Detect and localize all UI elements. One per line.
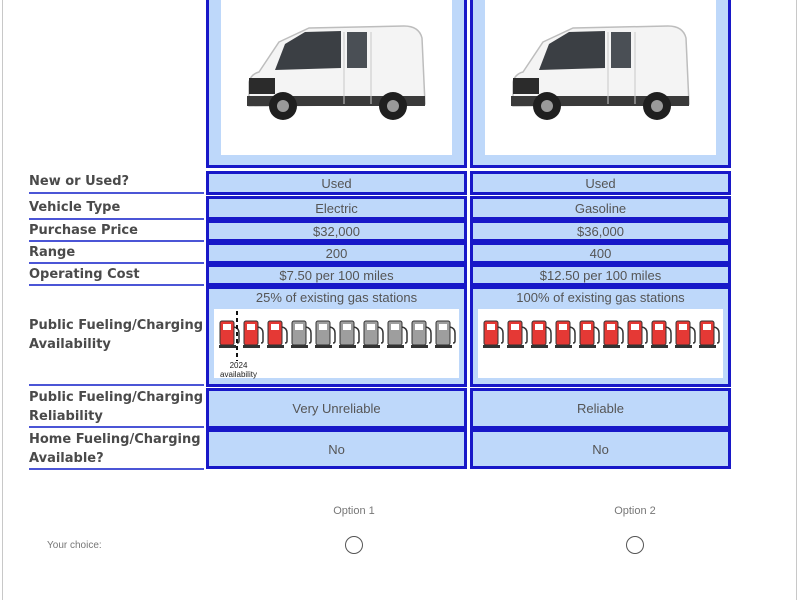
right-frame-border (796, 0, 797, 600)
option2-home-fueling: No (470, 429, 731, 469)
option1-vehicle-photo (221, 0, 452, 155)
red-fuel-pump-icon (243, 319, 265, 349)
option1-fueling-availability (206, 286, 467, 387)
row-label-operating-cost: Operating Cost (29, 264, 204, 286)
red-fuel-pump-icon (483, 319, 505, 349)
option2-vehicle-type: Gasoline (470, 196, 731, 220)
row-label-vehicle-type: Vehicle Type (29, 196, 204, 220)
left-frame-border (2, 0, 3, 600)
red-fuel-pump-icon (603, 319, 625, 349)
red-fuel-pump-icon (507, 319, 529, 349)
option2-new-or-used: Used (470, 171, 731, 195)
option1-home-fueling: No (206, 429, 467, 469)
gray-fuel-pump-icon (291, 319, 313, 349)
option2-purchase-price: $36,000 (470, 220, 731, 242)
row-label-home-fueling: Home Fueling/Charging Available? (29, 429, 204, 470)
option1-vehicle-photo-cell (206, 0, 467, 168)
option2-range: 400 (470, 242, 731, 264)
red-fuel-pump-icon (555, 319, 577, 349)
gray-fuel-pump-icon (435, 319, 457, 349)
row-label-new-or-used: New or Used? (29, 170, 204, 194)
option1-range: 200 (206, 242, 467, 264)
availability-marker-label: 2024 availability (220, 361, 257, 379)
option1-label: Option 1 (333, 505, 375, 517)
option1-purchase-price: $32,000 (206, 220, 467, 242)
option2-vehicle-photo (485, 0, 716, 155)
option1-operating-cost: $7.50 per 100 miles (206, 264, 467, 286)
option2-operating-cost: $12.50 per 100 miles (470, 264, 731, 286)
option1-pump-strip (214, 309, 459, 378)
van-icon (221, 0, 458, 158)
gray-fuel-pump-icon (339, 319, 361, 349)
van-icon (485, 0, 722, 158)
option2-fueling-availability (470, 286, 731, 387)
option1-vehicle-type: Electric (206, 196, 467, 220)
gray-fuel-pump-icon (387, 319, 409, 349)
option2-label: Option 2 (614, 505, 656, 517)
option1-reliability: Very Unreliable (206, 388, 467, 429)
red-fuel-pump-icon (651, 319, 673, 349)
option2-pump-strip (478, 309, 723, 378)
red-fuel-pump-icon (267, 319, 289, 349)
row-label-range: Range (29, 242, 204, 264)
option2-reliability: Reliable (470, 388, 731, 429)
availability-marker-icon (234, 311, 240, 361)
option2-availability-text: 100% of existing gas stations (516, 290, 685, 305)
red-fuel-pump-icon (675, 319, 697, 349)
gray-fuel-pump-icon (315, 319, 337, 349)
red-fuel-pump-icon (699, 319, 721, 349)
option1-new-or-used: Used (206, 171, 467, 195)
row-label-fueling-reliability: Public Fueling/Charging Reliability (29, 388, 204, 428)
gray-fuel-pump-icon (363, 319, 385, 349)
option1-radio[interactable] (345, 536, 363, 554)
option2-radio[interactable] (626, 536, 644, 554)
your-choice-label: Your choice: (47, 540, 102, 551)
option2-vehicle-photo-cell (470, 0, 731, 168)
red-fuel-pump-icon (627, 319, 649, 349)
row-label-purchase-price: Purchase Price (29, 220, 204, 242)
row-label-fueling-availability: Public Fueling/Charging Availability (29, 286, 204, 386)
option1-availability-text: 25% of existing gas stations (255, 290, 418, 305)
gray-fuel-pump-icon (411, 319, 433, 349)
red-fuel-pump-icon (579, 319, 601, 349)
red-fuel-pump-icon (531, 319, 553, 349)
